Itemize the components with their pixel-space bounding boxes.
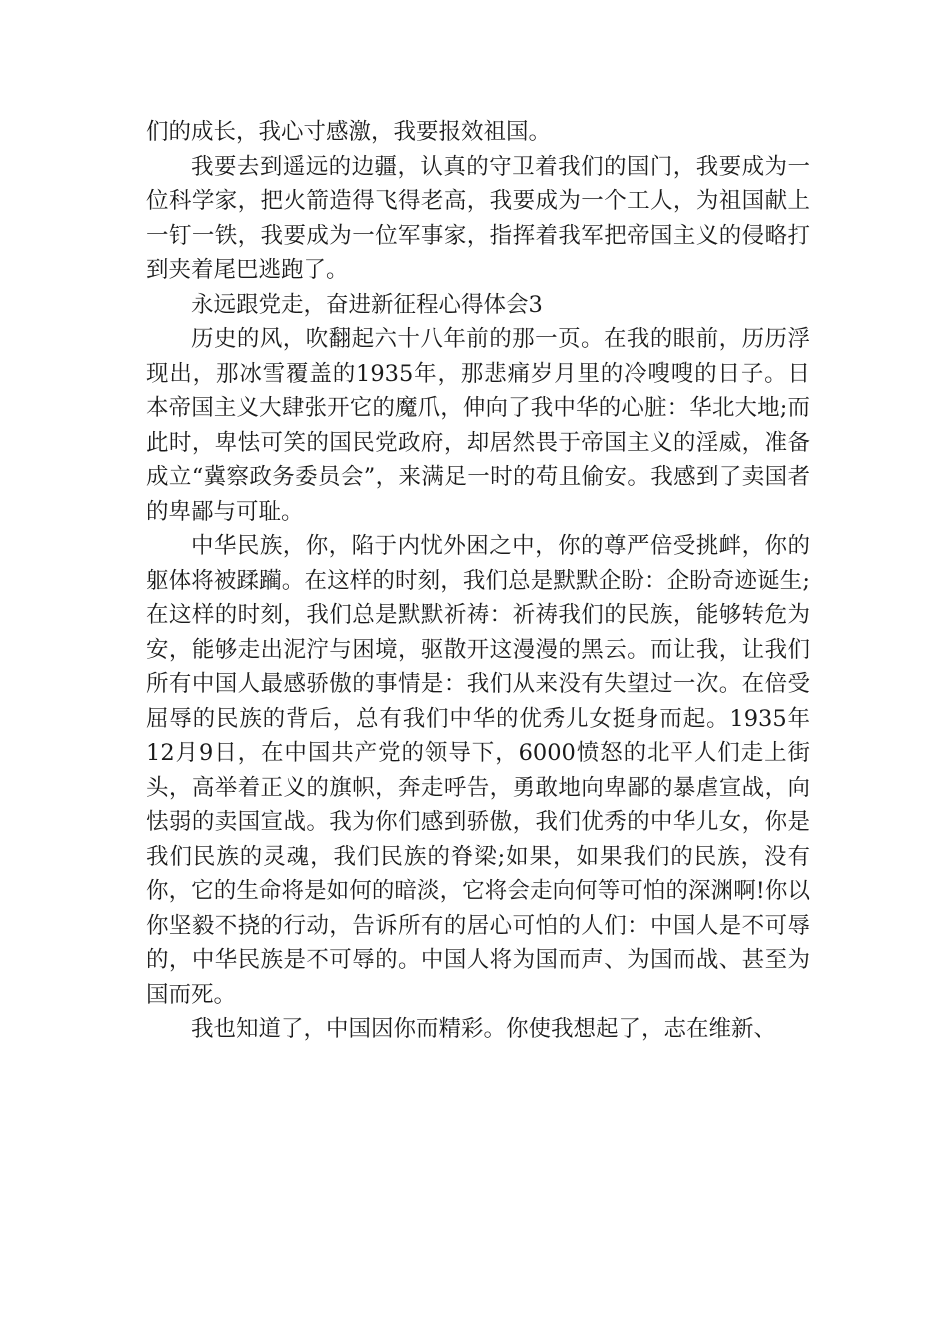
section-heading: 永远跟党走，奋进新征程心得体会3 bbox=[191, 291, 543, 318]
paragraph-history: 历史的风，吹翻起六十八年前的那一页。在我的眼前，历历浮现出，那冰雪覆盖的1935年，那悲痛岁月里的冷嗖嗖的日子。日本帝国主义大肆张开它的魔爪，伸向了我中华的心脏：华北大地;而此时，卑怯可笑的国民党政府，却居然畏于帝国主义的淫威，准备成立“冀察政务委员会”，来满足一时的苟且偷安。我感到了卖国者的卑鄙与可耻。 bbox=[146, 326, 810, 525]
paragraph-nation: 中华民族，你，陷于内忧外困之中，你的尊严倍受挑衅，你的躯体将被蹂躏。在这样的时刻，我们总是默默企盼：企盼奇迹诞生;在这样的时刻，我们总是默默祈祷：祈祷我们的民族，能够转危为安，能够走出泥泞与困境，驱散开这漫漫的黑云。而让我，让我们所有中国人最感骄傲的事情是：我们从来没有失望过一次。在倍受屈辱的民族的背后，总有我们中华的优秀儿女挺身而起。1935年12月9日，在中国共产党的领导下，6000愤怒的北平人们走上街头，高举着正义的旗帜，奔走呼告，勇敢地向卑鄙的暴虐宣战，向怯弱的卖国宣战。我为你们感到骄傲，我们优秀的中华儿女，你是我们民族的灵魂，我们民族的脊梁;如果，如果我们的民族，没有你，它的生命将是如何的暗淡，它将会走向何等可怕的深渊啊!你以你坚毅不挠的行动，告诉所有的居心可怕的人们：中国人是不可辱的，中华民族是不可辱的。中国人将为国而声、为国而战、甚至为国而死。 bbox=[146, 533, 810, 1008]
paragraph-closing: 我也知道了，中国因你而精彩。你使我想起了，志在维新、 bbox=[191, 1016, 777, 1042]
document-body bbox=[146, 115, 810, 1047]
paragraph-continuation: 们的成长，我心寸感激，我要报效祖国。 bbox=[146, 119, 552, 145]
paragraph-aspiration: 我要去到遥远的边疆，认真的守卫着我们的国门，我要成为一位科学家，把火箭造得飞得老高，我要成为一个工人，为祖国献上一钉一铁，我要成为一位军事家，指挥着我军把帝国主义的侵略打到夹着尾巴逃跑了。 bbox=[146, 153, 810, 283]
